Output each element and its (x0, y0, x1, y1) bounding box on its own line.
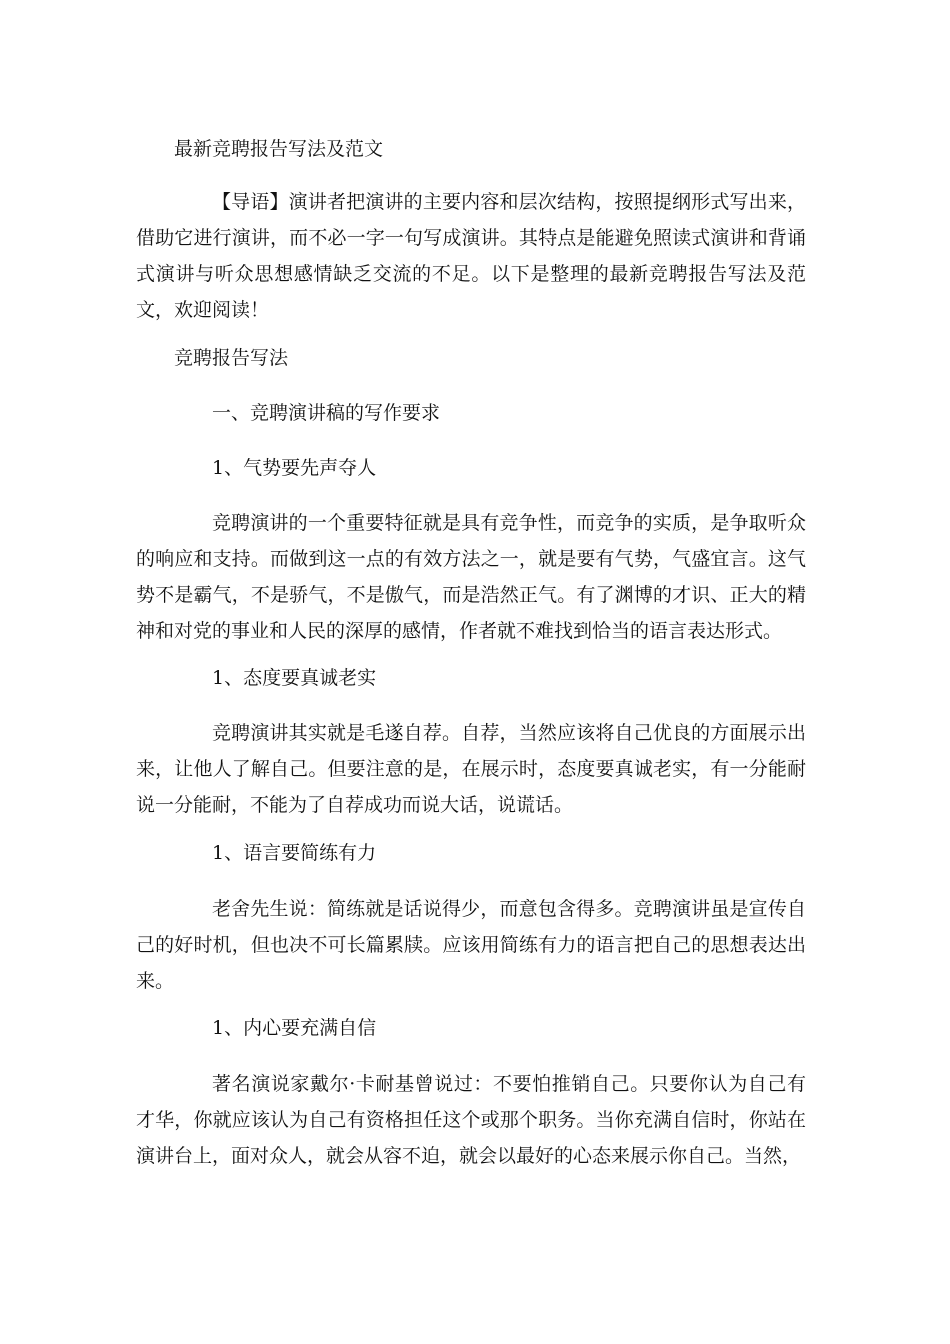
point-heading: 1、内心要充满自信 (212, 1017, 377, 1039)
point-heading: 1、气势要先声夺人 (212, 457, 377, 479)
point-heading: 1、语言要简练有力 (212, 842, 377, 864)
intro-paragraph: 【导语】演讲者把演讲的主要内容和层次结构，按照提纲形式写出来，借助它进行演讲，而不必一字一句写成演讲。其特点是能避免照读式演讲和背诵式演讲与听众思想感情缺乏交流的不足。以下是整理的最新竞聘报告写法及范文，欢迎阅读！ (136, 191, 806, 321)
document-title: 最新竞聘报告写法及范文 (174, 138, 384, 160)
point-body: 著名演说家戴尔·卡耐基曾说过：不要怕推销自己。只要你认为自己有才华，你就应该认为自己有资格担任这个或那个职务。当你充满自信时，你站在演讲台上，面对众人，就会从容不迫，就会以最好的心态来展示你自己。当然， (136, 1073, 806, 1167)
point-body: 竞聘演讲其实就是毛遂自荐。自荐，当然应该将自己优良的方面展示出来，让他人了解自己。但要注意的是，在展示时，态度要真诚老实，有一分能耐说一分能耐，不能为了自荐成功而说大话，说谎话。 (136, 722, 806, 816)
point-heading: 1、态度要真诚老实 (212, 667, 377, 689)
point-body: 老舍先生说：简练就是话说得少，而意包含得多。竞聘演讲虽是宣传自己的好时机，但也决不可长篇累牍。应该用简练有力的语言把自己的思想表达出来。 (136, 898, 806, 992)
subheading: 一、竞聘演讲稿的写作要求 (212, 402, 441, 424)
point-body: 竞聘演讲的一个重要特征就是具有竞争性，而竞争的实质，是争取听众的响应和支持。而做到这一点的有效方法之一，就是要有气势，气盛宜言。这气势不是霸气，不是骄气，不是傲气，而是浩然正气。有了渊博的才识、正大的精神和对党的事业和人民的深厚的感情，作者就不难找到恰当的语言表达形式。 (136, 512, 806, 642)
section-heading: 竞聘报告写法 (174, 347, 289, 369)
